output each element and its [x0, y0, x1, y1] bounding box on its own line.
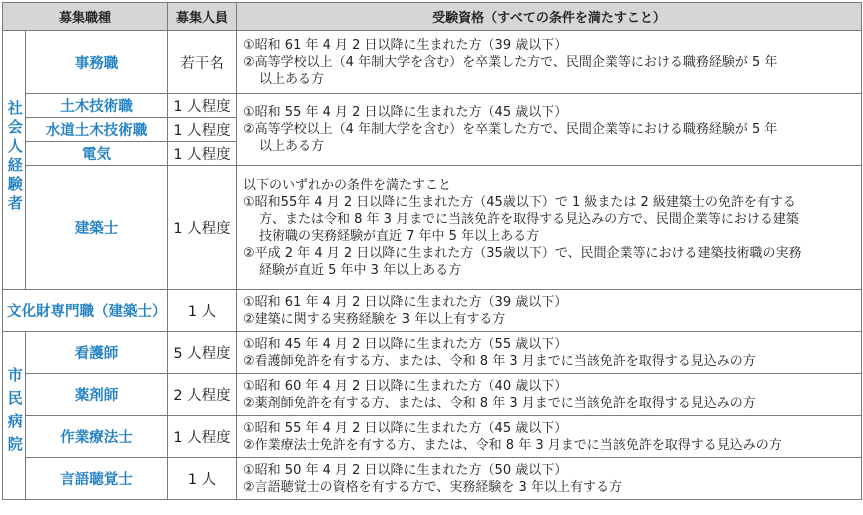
- count-bunkazai: 1 人: [168, 290, 237, 332]
- req-tech: [237, 94, 862, 166]
- req-gengo-1: ①昭和 50 年 4 月 2 日以降に生まれた方（50 歳以下）: [243, 462, 568, 478]
- req-kenchiku: [237, 166, 862, 290]
- req-jimu-1: ①昭和 61 年 4 月 2 日以降に生まれた方（39 歳以下）: [243, 37, 568, 53]
- req-kenchiku-2b: 経験が直近 5 年中 3 年以上ある方: [259, 262, 462, 278]
- count-jimu: 若干名: [168, 31, 237, 94]
- count-kangoshi: 5 人程度: [168, 332, 237, 374]
- table-row-jimu: [3, 31, 862, 94]
- req-jimu: [237, 31, 862, 94]
- job-yakuzaishi: 薬剤師: [26, 374, 168, 416]
- count-kenchiku: 1 人程度: [168, 166, 237, 290]
- req-gengo-2: ②言語聴覚士の資格を有する方で、実務経験を 3 年以上有する方: [243, 479, 622, 495]
- job-doboku: 土木技術職: [26, 94, 168, 118]
- req-tech-1: ①昭和 55 年 4 月 2 日以降に生まれた方（45 歳以下）: [243, 105, 568, 120]
- count-doboku: 1 人程度: [168, 94, 237, 118]
- req-tech-2b: 以上ある方: [259, 139, 325, 154]
- req-bunkazai-1: ①昭和 61 年 4 月 2 日以降に生まれた方（39 歳以下）: [243, 294, 568, 310]
- req-kenchiku-2a: ②平成 2 年 4 月 2 日以降に生まれた方（35歳以下）で、民間企業等における建築技術職の実務: [243, 245, 802, 261]
- job-denki: 電気: [26, 142, 168, 166]
- req-kenchiku-1a: ①昭和55年 4 月 2 日以降に生まれた方（45歳以下）で 1 級または 2 級建築士の免許を有する: [243, 194, 796, 210]
- req-jimu-2b: 以上ある方: [259, 71, 325, 87]
- req-kenchiku-1b: 方、または令和 8 年 3 月までに当該免許を取得する見込みの方で、民間企業等における建築: [259, 211, 799, 227]
- header-qualification: 受験資格（すべての条件を満たすこと）: [237, 3, 862, 31]
- req-yakuzaishi: [237, 374, 862, 416]
- req-bunkazai: [237, 290, 862, 332]
- table-row-kangoshi: [3, 332, 862, 374]
- job-suido: 水道土木技術職: [26, 118, 168, 142]
- job-gengo: 言語聴覚士: [26, 458, 168, 500]
- table-row-kenchiku: [3, 166, 862, 290]
- table-row-bunkazai: [3, 290, 862, 332]
- group-label-shimin-byoin: [3, 332, 26, 500]
- recruitment-table: [2, 2, 862, 500]
- req-sagyo-2: ②作業療法士免許を有する方、または、令和 8 年 3 月までに当該免許を取得する見込みの方: [243, 437, 782, 453]
- job-jimu: 事務職: [26, 31, 168, 94]
- count-gengo: 1 人: [168, 458, 237, 500]
- req-kenchiku-intro: 以下のいずれかの条件を満たすこと: [243, 177, 452, 193]
- req-jimu-2a: ②高等学校以上（4 年制大学を含む）を卒業した方で、民間企業等における職務経験が 5 年: [243, 54, 778, 70]
- req-kenchiku-1c: 技術職の実務経験が直近 7 年中 5 年以上ある方: [259, 228, 540, 244]
- req-yakuzaishi-1: ①昭和 60 年 4 月 2 日以降に生まれた方（40 歳以下）: [243, 378, 568, 394]
- req-yakuzaishi-2: ②薬剤師免許を有する方、または、令和 8 年 3 月までに当該免許を取得する見込みの方: [243, 395, 756, 411]
- req-kangoshi: [237, 332, 862, 374]
- header-row: [3, 3, 862, 31]
- req-gengo: [237, 458, 862, 500]
- req-sagyo-1: ①昭和 55 年 4 月 2 日以降に生まれた方（45 歳以下）: [243, 420, 568, 436]
- table-row-gengo: [3, 458, 862, 500]
- header-job: 募集職種: [3, 3, 168, 31]
- count-denki: 1 人程度: [168, 142, 237, 166]
- header-count: 募集人員: [168, 3, 237, 31]
- req-tech-2a: ②高等学校以上（4 年制大学を含む）を卒業した方で、民間企業等における職務経験が 5 年: [243, 122, 778, 137]
- job-bunkazai: 文化財専門職（建築士）: [3, 290, 168, 332]
- req-kangoshi-2: ②看護師免許を有する方、または、令和 8 年 3 月までに当該免許を取得する見込みの方: [243, 353, 756, 369]
- table-row-doboku: [3, 94, 862, 118]
- req-bunkazai-2: ②建築に関する実務経験を 3 年以上有する方: [243, 311, 506, 327]
- count-yakuzaishi: 2 人程度: [168, 374, 237, 416]
- req-sagyo: [237, 416, 862, 458]
- table-row-yakuzaishi: [3, 374, 862, 416]
- count-suido: 1 人程度: [168, 118, 237, 142]
- group-text-shakaijin: 社会人経験者: [5, 100, 24, 215]
- group-label-shakaijin: [3, 31, 26, 290]
- table-row-sagyo: [3, 416, 862, 458]
- job-sagyo: 作業療法士: [26, 416, 168, 458]
- req-kangoshi-1: ①昭和 45 年 4 月 2 日以降に生まれた方（55 歳以下）: [243, 336, 568, 352]
- job-kangoshi: 看護師: [26, 332, 168, 374]
- count-sagyo: 1 人程度: [168, 416, 237, 458]
- job-kenchiku: 建築士: [26, 166, 168, 290]
- group-text-shimin-byoin: 市民病院: [5, 366, 24, 459]
